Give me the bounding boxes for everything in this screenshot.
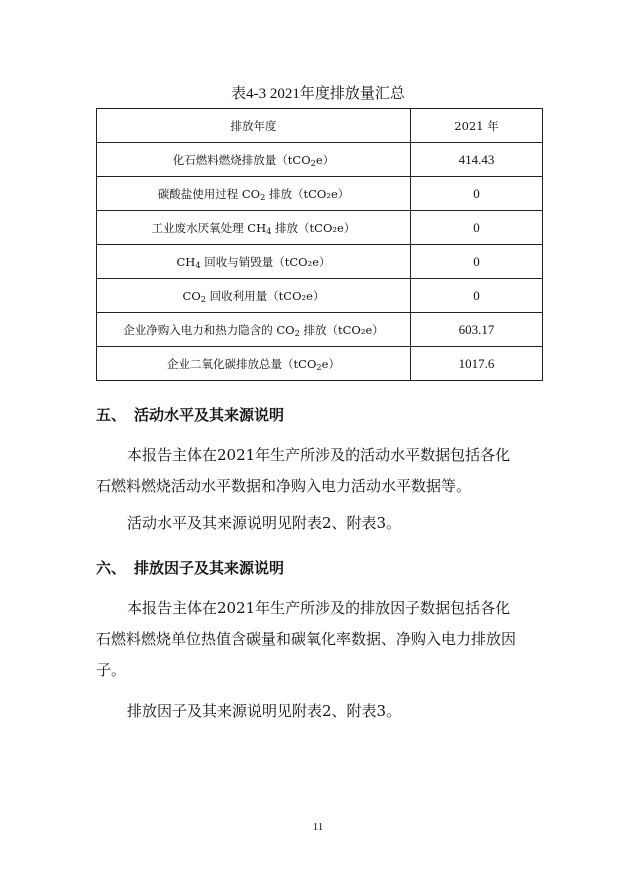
table-row (97, 313, 543, 347)
row-label-subscript: 2 (294, 327, 300, 338)
row-value-cell: 0 (411, 279, 543, 313)
section-6-title: 排放因子及其来源说明 (134, 559, 285, 577)
row-value-cell: 0 (411, 177, 543, 211)
row-label-subscript: 4 (195, 259, 201, 270)
row-label-text: 企业二氧化碳排放总量（tCO (167, 356, 317, 371)
table-row (97, 279, 543, 313)
row-value-cell: 603.17 (411, 313, 543, 347)
row-value-cell: 1017.6 (411, 347, 543, 381)
table-row (97, 347, 543, 381)
row-label-cell (97, 177, 411, 211)
row-label-cell (97, 313, 411, 347)
row-label-cell (97, 245, 411, 279)
row-label-text: CH (176, 254, 196, 269)
section-5-title: 活动水平及其来源说明 (134, 406, 285, 424)
row-label-subscript: 2 (310, 157, 316, 168)
row-label-subscript: 2 (200, 293, 207, 304)
emission-summary-table (96, 108, 543, 381)
row-label-subscript: 2 (316, 361, 322, 372)
row-label-subscript: 4 (266, 225, 272, 236)
section-6-paragraph-1 (96, 593, 544, 686)
row-label-suffix: 排放（tCO₂e） (271, 220, 356, 235)
section-6-para2-text: 排放因子及其来源说明见附表2、附表3。 (127, 702, 402, 720)
section-6-para1-line1: 本报告主体在2021年生产所涉及的排放因子数据包括各化 (127, 599, 511, 617)
row-label-cell (97, 279, 411, 313)
section-6-paragraph-2 (96, 696, 544, 727)
row-label-suffix: 回收与销毁量（tCO₂e） (200, 254, 331, 269)
row-label-cell (97, 211, 411, 245)
section-5-heading (96, 404, 284, 425)
row-label-text: 碳酸盐使用过程 CO (157, 186, 261, 201)
row-value-cell: 0 (411, 245, 543, 279)
row-label-suffix: e） (315, 152, 335, 167)
table-row (97, 211, 543, 245)
section-6-para1-line3: 子。 (96, 661, 127, 679)
section-6-heading (96, 557, 284, 578)
header-label-cell: 排放年度 (97, 109, 411, 143)
row-value-cell: 414.43 (411, 143, 543, 177)
table-body (97, 143, 543, 381)
table-title: 表4-3 2021年度排放量汇总 (231, 86, 405, 102)
table-row (97, 143, 543, 177)
row-label-text: 工业废水厌氧处理 CH (151, 220, 267, 235)
row-value-cell: 0 (411, 211, 543, 245)
section-5-paragraph-1 (96, 440, 544, 502)
row-label-cell (97, 143, 411, 177)
row-label-text: 企业净购入电力和热力隐含的 CO (123, 322, 295, 337)
row-label-subscript: 2 (260, 191, 266, 202)
page-number: 11 (312, 821, 324, 833)
section-5-para1-line1: 本报告主体在2021年生产所涉及的活动水平数据包括各化 (127, 446, 511, 464)
table-header-row (97, 109, 543, 143)
section-6-number: 六、 (96, 559, 127, 577)
section-6-para1-line2: 石燃料燃烧单位热值含碳量和碳氧化率数据、净购入电力排放因 (96, 630, 517, 648)
section-5-para1-line2: 石燃料燃烧活动水平数据和净购入电力活动水平数据等。 (96, 477, 472, 495)
section-5-para2-text: 活动水平及其来源说明见附表2、附表3。 (127, 514, 402, 532)
row-label-suffix: e） (321, 356, 340, 371)
row-label-text: CO (182, 288, 201, 303)
row-label-suffix: 排放（tCO₂e） (265, 186, 350, 201)
header-year-cell: 2021 年 (411, 109, 543, 143)
row-label-suffix: 回收利用量（tCO₂e） (206, 288, 325, 303)
section-5-number: 五、 (96, 406, 127, 424)
row-label-cell (97, 347, 411, 381)
row-label-suffix: 排放（tCO₂e） (299, 322, 384, 337)
row-label-text: 化石燃料燃烧排放量（tCO (172, 152, 311, 167)
table-row (97, 177, 543, 211)
table-row (97, 245, 543, 279)
section-5-paragraph-2 (96, 508, 544, 539)
